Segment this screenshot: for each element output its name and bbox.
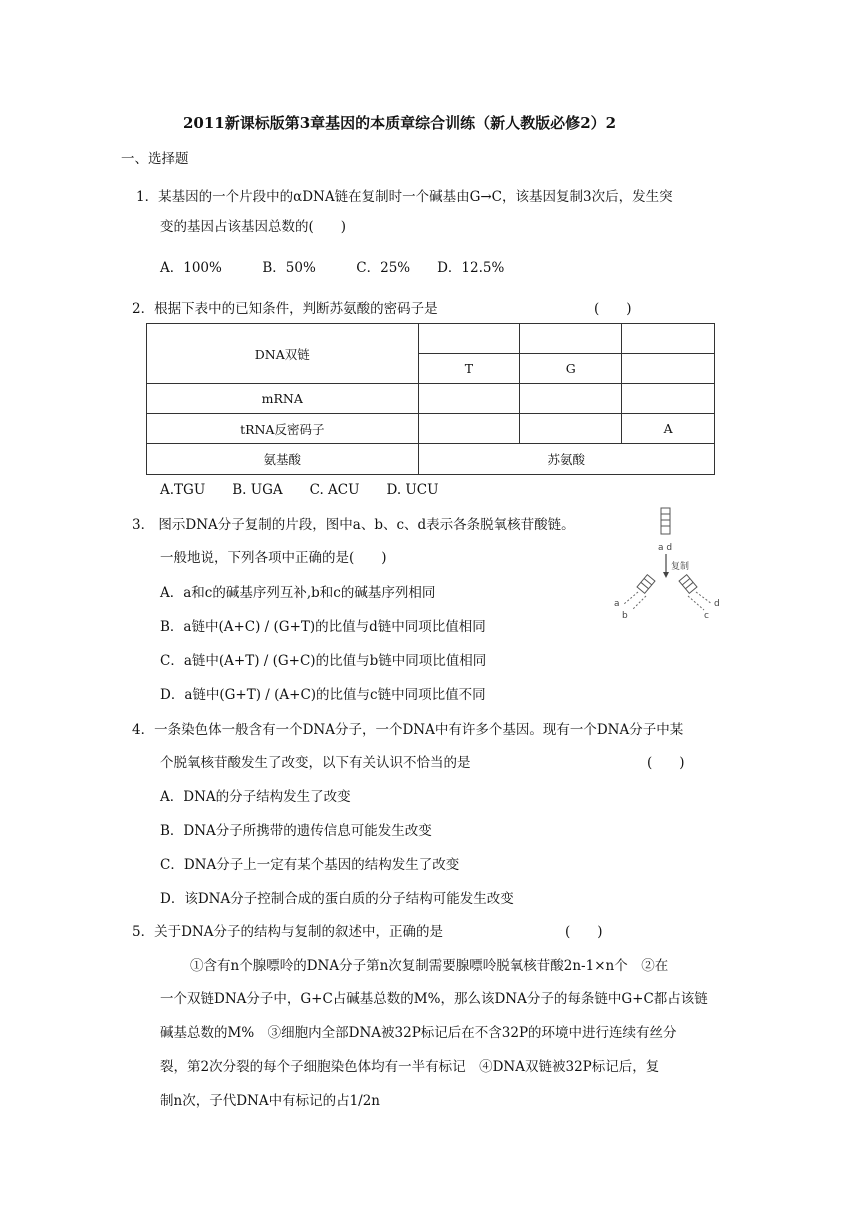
diagram-label-d: d: [714, 599, 720, 609]
q5-line4: 裂，第2次分裂的每个子细胞染色体均有一半有标记 ④DNA双链被32P标记后，复: [160, 1059, 660, 1075]
q2-paren: ( ): [594, 301, 632, 317]
table-cell: G: [520, 354, 622, 384]
q1-options: A．100% B．50% C．25% D．12.5%: [160, 260, 505, 276]
table-cell: [418, 384, 520, 414]
diagram-label-c: c: [704, 611, 709, 621]
diagram-arrow-label: 复制: [671, 562, 690, 572]
q4-option-a: A．DNA的分子结构发生了改变: [160, 789, 351, 805]
page-title: 2011新课标版第3章基因的本质章综合训练（新人教版必修2）2: [183, 114, 617, 132]
q3-option-d: D．a链中(G+T) / (A+C)的比值与c链中同项比值不同: [160, 687, 486, 703]
q3-line2: 一般地说，下列各项中正确的是( ): [160, 550, 387, 566]
table-cell: [520, 414, 622, 444]
q3-option-b: B．a链中(A+C) / (G+T)的比值与d链中同项比值相同: [160, 619, 486, 635]
diagram-top-label: a d: [658, 543, 673, 553]
table-cell: A: [622, 414, 715, 444]
q1-line1: 1．某基因的一个片段中的αDNA链在复制时一个碱基由G→C，该基因复制3次后，发生突: [136, 189, 673, 205]
table-cell: [418, 414, 520, 444]
table-trna-label: tRNA反密码子: [147, 414, 419, 444]
q4-paren: ( ): [647, 755, 685, 771]
table-cell: [622, 354, 715, 384]
table-cell: T: [418, 354, 520, 384]
table-cell: [520, 384, 622, 414]
table-cell: [622, 384, 715, 414]
q5-stem: 5．关于DNA分子的结构与复制的叙述中，正确的是: [132, 924, 443, 940]
q2-options: A.TGU B. UGA C. ACU D. UCU: [160, 482, 439, 498]
table-cell: [520, 324, 622, 354]
q3-option-c: C．a链中(A+T) / (G+C)的比值与b链中同项比值相同: [160, 653, 487, 669]
q3-option-a: A．a和c的碱基序列互补,b和c的碱基序列相同: [160, 585, 436, 601]
q5-line1: ①含有n个腺嘌呤的DNA分子第n次复制需要腺嘌呤脱氧核苷酸2n-1×n个 ②在: [190, 958, 669, 974]
q4-line2: 个脱氧核苷酸发生了改变，以下有关认识不恰当的是: [160, 755, 471, 771]
codon-table: [146, 323, 715, 475]
table-mrna-label: mRNA: [147, 384, 419, 414]
table-cell: [622, 324, 715, 354]
q2-stem: 2．根据下表中的已知条件，判断苏氨酸的密码子是: [132, 301, 438, 317]
q5-line3: 碱基总数的M% ③细胞内全部DNA被32P标记后在不含32P的环境中进行连续有丝分: [160, 1025, 677, 1041]
q4-line1: 4．一条染色体一般含有一个DNA分子，一个DNA中有许多个基因。现有一个DNA分子中某: [132, 722, 684, 738]
q5-line5: 制n次，子代DNA中有标记的占1/2n: [160, 1093, 381, 1109]
diagram-label-b: b: [622, 611, 628, 621]
q1-line2: 变的基因占该基因总数的( ): [160, 219, 347, 235]
q5-line2: 一个双链DNA分子中，G+C占碱基总数的M%，那么该DNA分子的每条链中G+C都占该链: [160, 991, 708, 1007]
section-heading: 一、选择题: [121, 151, 189, 167]
table-amino-acid-value: 苏氨酸: [418, 444, 714, 475]
diagram-label-a: a: [614, 599, 620, 609]
table-cell: [418, 324, 520, 354]
q3-line1: 3． 图示DNA分子复制的片段，图中a、b、c、d表示各条脱氧核苷酸链。: [132, 517, 575, 533]
table-amino-acid-label: 氨基酸: [147, 444, 419, 475]
table-dna-label: DNA双链: [147, 324, 419, 384]
q4-option-b: B．DNA分子所携带的遗传信息可能发生改变: [160, 823, 432, 839]
q4-option-d: D．该DNA分子控制合成的蛋白质的分子结构可能发生改变: [160, 891, 514, 907]
q4-option-c: C．DNA分子上一定有某个基因的结构发生了改变: [160, 857, 460, 873]
q5-paren: ( ): [565, 924, 603, 940]
dna-replication-diagram: [608, 506, 728, 626]
